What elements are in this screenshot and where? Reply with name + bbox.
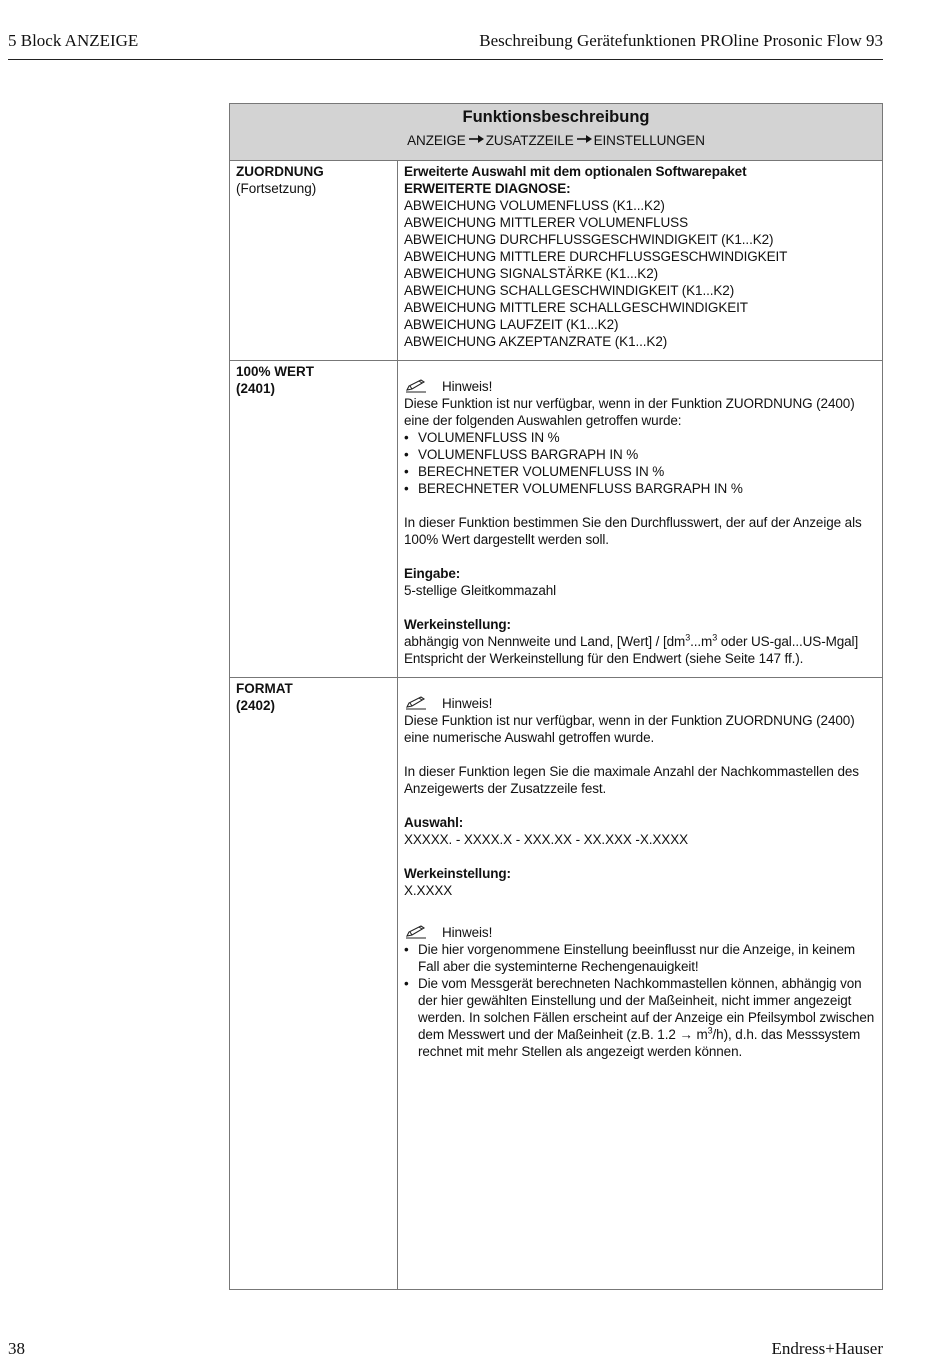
brand-logo: Endress+Hauser [771, 1339, 883, 1358]
note-text: Diese Funktion ist nur verfügbar, wenn in der Funktion ZUORDNUNG (2400) eine der folgenden Auswahlen getroffen wurde: [404, 396, 855, 428]
table-header [230, 104, 882, 161]
default-value: X.XXXX [404, 883, 453, 898]
note-header [404, 695, 880, 712]
path-item-einstellungen: EINSTELLUNGEN [593, 133, 705, 148]
list-item: • VOLUMENFLUSS BARGRAPH IN % [404, 446, 880, 463]
path-item-anzeige: ANZEIGE [407, 133, 466, 148]
list-item: • BERECHNETER VOLUMENFLUSS BARGRAPH IN % [404, 480, 880, 497]
page-header-section: 5 Block ANZEIGE [8, 31, 139, 50]
note-text: Diese Funktion ist nur verfügbar, wenn in der Funktion ZUORDNUNG (2400) eine numerische Auswahl getroffen wurde. [404, 713, 855, 745]
list-item: • Die vom Messgerät berechneten Nachkommastellen können, abhängig von der hier gewählten Einstellung und der Maßeinheit, nicht immer angezeigt werden. In solchen Fällen erscheint auf der Anzeige ein Pfeilsymbol zwischen dem Messwert und der Maßeinheit (z.B. $1.2 \to m^3/h$), d.h. das Messsystem rechnet mit mehr Stellen als angezeigt werden können. [404, 975, 880, 1060]
header-rule [8, 59, 883, 60]
option-subheading: ERWEITERTE DIAGNOSE: [404, 181, 571, 196]
default-label: Werkeinstellung: [404, 866, 511, 881]
list-item: • VOLUMENFLUSS IN % [404, 429, 880, 446]
pencil-note-icon [404, 696, 428, 710]
bullet-text: VOLUMENFLUSS IN % [418, 430, 560, 445]
menu-path [230, 132, 882, 150]
input-label: Eingabe: [404, 566, 461, 581]
arrow-right-icon: → [679, 1027, 693, 1042]
list-item: • BERECHNETER VOLUMENFLUSS IN % [404, 463, 880, 480]
input-value: 5-stellige Gleitkommazahl [404, 583, 557, 598]
option-item: ABWEICHUNG VOLUMENFLUSS (K1...K2) [404, 198, 665, 213]
option-item: ABWEICHUNG SCHALLGESCHWINDIGKEIT (K1...K2) [404, 283, 735, 298]
bullet-text: VOLUMENFLUSS BARGRAPH IN % [418, 447, 639, 462]
option-heading: Erweiterte Auswahl mit dem optionalen Softwarepaket [404, 164, 747, 179]
option-item: ABWEICHUNG DURCHFLUSSGESCHWINDIGKEIT (K1...K2) [404, 232, 774, 247]
select-label: Auswahl: [404, 815, 464, 830]
default-label: Werkeinstellung: [404, 617, 511, 632]
pencil-note-icon [404, 379, 428, 393]
arrow-right-icon [468, 134, 484, 144]
function-table [229, 103, 883, 1290]
function-name: ZUORDNUNG [236, 164, 324, 179]
pencil-note-icon [404, 925, 428, 939]
bullet-text: BERECHNETER VOLUMENFLUSS BARGRAPH IN % [418, 481, 743, 496]
option-item: ABWEICHUNG AKZEPTANZRATE (K1...K2) [404, 334, 668, 349]
function-name: FORMAT [236, 681, 293, 696]
bullet-text: Die hier vorgenommene Einstellung beeinflusst nur die Anzeige, in keinem Fall aber die systeminterne Rechengenauigkeit! [418, 942, 856, 974]
option-item: ABWEICHUNG SIGNALSTÄRKE (K1...K2) [404, 266, 659, 281]
function-description: In dieser Funktion bestimmen Sie den Durchflusswert, der auf der Anzeige als 100% Wert dargestellt werden soll. [404, 515, 862, 547]
row-divider [230, 360, 882, 361]
select-value: XXXXX. - XXXX.X - XXX.XX - XX.XXX -X.XXXX [404, 832, 689, 847]
list-item: • Die hier vorgenommene Einstellung beeinflusst nur die Anzeige, in keinem Fall aber die systeminterne Rechengenauigkeit! [404, 941, 880, 975]
bullet-text: Die vom Messgerät berechneten Nachkommastellen können, abhängig von der hier gewählten Einstellung und der Maßeinheit, nicht immer angezeigt werden. In solchen Fällen erscheint auf der Anzeige ein Pfeilsymbol zwischen dem Messwert und der Maßeinheit (z.B. $1.2 \to m^3/h$), d.h. das Messsystem rechnet mit mehr Stellen als angezeigt werden können. [418, 976, 875, 1059]
row-zuordnung-label [236, 163, 386, 197]
function-continuation: (Fortsetzung) [236, 181, 317, 196]
option-item: ABWEICHUNG MITTLERE DURCHFLUSSGESCHWINDIGKEIT [404, 249, 788, 264]
row-100-wert-label [236, 363, 386, 397]
row-zuordnung-content [404, 163, 880, 350]
table-title: Funktionsbeschreibung [462, 108, 650, 126]
note-label: Hinweis! [442, 696, 493, 711]
option-item: ABWEICHUNG MITTLERE SCHALLGESCHWINDIGKEIT [404, 300, 748, 315]
default-value-line2: Entspricht der Werkeinstellung für den Endwert (siehe Seite 147 ff.). [404, 651, 804, 666]
function-name: 100% WERT [236, 364, 315, 379]
note-label: Hinweis! [442, 925, 493, 940]
page-header-title: Beschreibung Gerätefunktionen PROline Prosonic Flow 93 [479, 31, 883, 50]
column-divider [397, 160, 398, 1289]
option-item: ABWEICHUNG MITTLERER VOLUMENFLUSS [404, 215, 688, 230]
note-header [404, 924, 880, 941]
function-code: (2402) [236, 698, 276, 713]
row-format-label [236, 680, 386, 714]
page-number: 38 [8, 1339, 25, 1358]
option-item: ABWEICHUNG LAUFZEIT (K1...K2) [404, 317, 619, 332]
note-label: Hinweis! [442, 379, 493, 394]
row-100-wert-content [404, 378, 880, 667]
bullet-text: BERECHNETER VOLUMENFLUSS IN % [418, 464, 665, 479]
default-value-line1: abhängig von Nennweite und Land, [Wert] / [$dm^3...m^3$ oder US-gal...US-Mgal] [404, 632, 859, 649]
row-format-content [404, 695, 880, 1060]
function-code: (2401) [236, 381, 276, 396]
function-description: In dieser Funktion legen Sie die maximale Anzahl der Nachkommastellen des Anzeigewerts der Zusatzzeile fest. [404, 764, 859, 796]
arrow-right-icon [576, 134, 592, 144]
note-header [404, 378, 880, 395]
row-divider [230, 677, 882, 678]
path-item-zusatzzeile: ZUSATZZEILE [485, 133, 574, 148]
